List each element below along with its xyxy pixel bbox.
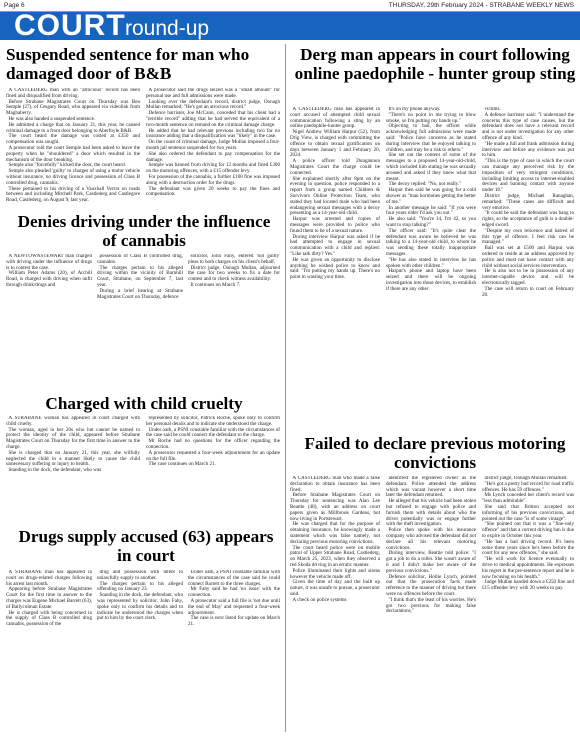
- article-paragraph: Police illuminated their lights and sirens however the vehicle made off.: [290, 567, 380, 580]
- article-paragraph: The charges pertain to his alleged driving within the vicinity of Barnhill Court, Strabane, on September 7, last year.: [97, 264, 183, 288]
- article-denies-col2: [97, 254, 183, 390]
- article-paragraph: He was charged that for the purpose of obtaining insurance, he knowingly made a statement which was false namely, not declaring previous motoring convictions.: [290, 521, 380, 545]
- article-paragraph: "Despite my own reticence and hatred of this type of offence, I feel risk can be managed.": [482, 227, 574, 246]
- article-paragraph: A prosecutor told the court Semple had been asked to leave the property when he "shouldered" a door which resulted in the mechanism of the door breaking.: [6, 144, 140, 163]
- article-paragraph: "She pointed out that it was a "fine-only offence" and that a current driving ban is due to expire in October this year.: [482, 521, 574, 539]
- article-paragraph: Harpur's phone and laptop have been seized and there will be ongoing investigation into those devices, to establish if there are any other: [386, 268, 476, 292]
- article-paragraph: "It could be said the defendant was bang to rights, so the acceptance of guilt is a double-edged sword.: [482, 210, 574, 228]
- article-paragraph: victims.: [484, 107, 501, 112]
- article-paragraph: district judge, Oonagh Mullan remarked.: [484, 476, 568, 481]
- headline-cruelty: Charged with child cruelty: [45, 394, 243, 413]
- article-paragraph: It continues on March 7.: [190, 281, 241, 288]
- article-paragraph: The defendant was given 20 weeks to pay the fines and compensation.: [146, 185, 280, 198]
- article-denies-col3: [188, 254, 280, 390]
- article-paragraph: Ms Lynch conceded her client's record was "less than admirable".: [482, 492, 574, 505]
- article-paragraph: He alleged that his vehicle had been stolen but refused to engage with police and furnish them with details about who the driver potentially was or engage further with the theft investigation.: [386, 498, 476, 528]
- banner-title: COURT: [14, 9, 126, 42]
- article-paragraph: "He will work for licence eventually to drive to medical appointments. He expresses his regret in the pre-sentence report and he is now focusing on his health.": [482, 556, 574, 580]
- article-paragraph: She set out the content of some of the messages to a proposed 14-year-old-child, which included him stating he was sexually aroused and asked if they knew what that meant.: [386, 152, 476, 182]
- article-drugs-col1: [6, 570, 92, 732]
- article-paragraph: Standing in the dock, the defendant, who was represented by solicitor, John Fahy, spoke only to confirm his details and to indicate he understood the charges when put to him by the court clerk.: [97, 592, 183, 622]
- article-paragraph: For possession of the cannabis, a further £100 fine was imposed along with a destruction order for the drugs.: [146, 173, 280, 186]
- article-paragraph: The case will return to court on February 28.: [482, 285, 574, 298]
- article-paragraph: During interview, Beattie told police: "I got a job to do a roller. She wasn't aware of it and I didn't make her aware of the previous convictions.": [386, 550, 476, 574]
- headline-derg: Derg man appears in court following online paedophile - hunter group sting: [294, 45, 576, 83]
- article-paragraph: Mr Fahy said he had 'no issue' with the connection.: [188, 586, 280, 599]
- article-paragraph: Judge Mullan handed down a £250 fine and £15 offender levy with 20 weeks to pay.: [482, 579, 574, 592]
- article-paragraph: Semple was banned from driving for 12 months and fined £300 on the motoring offences, with a £15 offender levy.: [146, 162, 280, 175]
- article-paragraph: Before Strabane Magistrates Court on Thursday was Ben Semple (27), of Cesgary Road, who appeared via videolink from Maghaberry.: [6, 98, 140, 117]
- article-paragraph: Police then spoke with his insurance company who advised the defendant did not declare all his relevant motoring convictions.: [386, 527, 476, 551]
- article-failed-col1: [290, 476, 380, 732]
- article-paragraph: A prosecutor said the drugs seized was a "small amount" for personal use and full admissions were made.: [146, 88, 280, 99]
- article-paragraph: A CASTLEDERG man with an "atrocious" record has been fined and disqualified from driving.: [6, 88, 140, 99]
- article-paragraph: Bail was set at £500 and Harpur was ordered to reside at an address approved by police and must not have contact with any child without social services intervention.: [482, 245, 574, 269]
- article-paragraph: District judge, Oonagh Mullan, adjourned the case for two weeks to fix a date for contest and to check witness availability.: [188, 264, 280, 283]
- article-paragraph: He also said: "You're 14, I'm 42, so you want to stop talking?": [386, 216, 476, 228]
- article-paragraph: A prosecutor requested a four-week adjournment for an update on the full file.: [146, 449, 280, 462]
- headline-denies: Denies driving under the influence of cannabis: [17, 212, 271, 250]
- article-paragraph: represented by solicitor, Patrick Roche, spoke only to confirm her personal details and to indicate she understood the charge.: [146, 416, 280, 427]
- article-paragraph: She is charged that on January 21, this year, she wilfully neglected the child in a manner likely to cause the child unnecessary suffering or injury to health.: [6, 449, 140, 468]
- article-paragraph: She also ordered the defendant to pay compensation for the damage.: [146, 150, 280, 163]
- article-derg-col2: [386, 107, 476, 432]
- article-denies-col1: [6, 254, 92, 390]
- article-paragraph: Looking over the defendant's record, district judge, Oonagh Mullan remarked: "He's got an atrocious record.": [146, 98, 280, 111]
- article-paragraph: The case is next listed for update on March 21.: [188, 615, 280, 628]
- article-paragraph: Semple also pleaded 'guilty' to charges of using a motor vehicle without insurance, no driving licence and possession of Class B controlled drug, cannabis.: [6, 168, 140, 186]
- article-paragraph: He was also handed a suspended sentence.: [8, 115, 96, 122]
- article-paragraph: Semple also "forcefully" kicked the door, the court heard.: [8, 162, 126, 169]
- article-suspended-col1: [6, 88, 140, 210]
- article-paragraph: "He made a full and frank admission during interview and before any evidence was put to him.: [482, 140, 574, 159]
- article-paragraph: A CASTLEDERG man who made a false declaration to obtain insurance has been fined.: [290, 476, 380, 493]
- article-paragraph: He added that he had relevant previous including two for no insurance adding that a disqualification was "likely" in the case.: [146, 127, 280, 140]
- article-paragraph: District judge, Michael Ranaghan, remarked: "These cases are difficult and very emotive.: [482, 192, 574, 211]
- article-paragraph: Given the time of day and the built up nature, it was unsafe to pursue, a prosecutor said.: [290, 579, 380, 597]
- article-paragraph: In another message he said: "If you were four years older I'd ask you out.": [386, 204, 476, 217]
- article-paragraph: He was given an opportunity to disclose anything he wished police to know and said: "I'm putting my hands up. There's no point in wasting your time.: [290, 256, 380, 281]
- article-drugs-col2: [97, 570, 183, 732]
- page-number: Page 6: [4, 2, 25, 9]
- article-paragraph: Before Strabane Magistrates Court on Thursday for sentencing was Alan Lee Beattie (48), with an address on court papers given as Millbrook Gardens, but now living in Portstewart.: [290, 492, 380, 522]
- article-cruelty-col2: [146, 416, 280, 524]
- article-paragraph: The court heard police were on mobile patrol of Upper Strabane Road, Castlederg, on March 25, 2023, when they observed a red Skoda driving in an erratic manner.: [290, 544, 380, 568]
- article-paragraph: He admitted a charge that on January 21, this year, he caused criminal damage to a front door belonging to Aberfoyle B&B.: [6, 121, 140, 134]
- article-paragraph: The officer said: "It's quite clear the defendant was aware he believed he was talking to a 14-year-old child, to whom he was sending these totally inappropriate messages.: [386, 227, 476, 257]
- article-paragraph: It's on my phone anyway.: [388, 107, 441, 112]
- article-paragraph: Harpur was arrested and copies of messages were provided to police who found them to be of a sexual nature.: [290, 216, 380, 234]
- article-paragraph: The court heard the damage was costed at £350 and compensation was sought.: [6, 133, 140, 146]
- column-rule: [285, 432, 286, 732]
- article-paragraph: She explained shortly after 8pm on the evening in question, police responded to a report from a group named Children & Survivors Online Protection Team, who stated they had located male who had been endangering sexual messages with a decoy presenting as a 14-year-old child.: [290, 175, 380, 217]
- article-drugs-col3: [188, 570, 280, 732]
- article-paragraph: Nigel Andrew William Harpur (52), from Drig View, is charged with committing the offence to obtain sexual gratification on days between January 1 and February 20, 2024.: [290, 129, 380, 159]
- article-paragraph: A police officer told Dungannon Magistrates Court the charge could be connected.: [290, 158, 380, 176]
- article-failed-col3: [482, 476, 574, 732]
- article-paragraph: Objecting to bail, the officer while acknowledging full admissions were made said: "Police have concerns as he stated during interview that he enjoyed talking to children, and may be a risk to others.": [386, 123, 476, 153]
- article-paragraph: "He has a bad driving record. It's been some three years since he's been before the court for any new offences," she said.: [482, 538, 574, 557]
- article-failed-col2: [386, 476, 476, 732]
- article-paragraph: Standing in the dock, the defendant, who was: [8, 467, 102, 474]
- article-paragraph: "He's got a pretty bad record for road traffic offences. He has 59 offences.": [482, 480, 574, 493]
- article-derg-col1: [290, 107, 380, 432]
- article-paragraph: Defence solicitor, Hollie Lynch, pointed out that the prosecution facts made reference to the manner of driving but there were no offences before the court.: [386, 573, 476, 597]
- article-paragraph: The woman, aged in her 20s who but cannot be named to protect the identity of the child, appeared before Strabane Magistrates Court on Thursday for the first time in answer to the charge.: [6, 426, 140, 450]
- article-cruelty-col1: [6, 416, 140, 524]
- article-paragraph: He is also not to be in possession of any internet-capable device and will be electronically tagged.: [482, 268, 574, 286]
- article-paragraph: possession of Class B controlled drug, cannabis.: [97, 254, 183, 265]
- article-paragraph: "There's no point in me trying to blow smoke, so I'm putting my hands up.": [386, 111, 476, 124]
- article-paragraph: The decoy replied: "No, not really.": [388, 181, 462, 188]
- article-paragraph: "This is the type of case in which the court can manage any perceived risk by the imposition of very stringent conditions, including limiting access to internet-enabled devices and banning contact with anyone under 18.": [482, 158, 574, 194]
- headline-failed: Failed to declare previous motoring convictions: [304, 434, 566, 472]
- article-paragraph: A CASTLEDERG man has appeared in court accused of attempted child sexual communication following a sting by an online paedophile-hunter group.: [290, 107, 380, 130]
- article-paragraph: These pertained to his driving of a Vauxhall Vectra on roads between and including Mitchell Park, Castlederg and Castlegore Road, Castlederg, on August 9, last year.: [6, 185, 140, 204]
- headline-suspended: Suspended sentence for man who damaged door of B&B: [6, 45, 250, 83]
- article-paragraph: A defence barrister said: "I understand the concerns this type of case causes, but the defendant does not have a relevant record and is not under investigation for any other offence of any kind.: [482, 111, 574, 141]
- article-paragraph: A STRABANE woman has appeared in court charged with child cruelty.: [6, 416, 140, 427]
- article-paragraph: identified the registered owner as the defendant. Police attended the address which was vacant however a short time later the defendant returned.: [386, 476, 476, 499]
- section-banner: [0, 9, 580, 42]
- article-paragraph: He is charged with being concerned in the supply of Class B controlled drug cannabis, possession of the: [6, 609, 92, 628]
- article-paragraph: A prosecutor said a full file is 'not due until the end of May' and requested a four-week adjournment.: [188, 597, 280, 616]
- article-paragraph: Defence barrister, Joe McCann, conceded that his client had a "terrible record" adding that he had served the equivalent of a two-month sentence on remand on the criminal damage charge.: [146, 110, 280, 128]
- banner-subtitle: round-up: [125, 17, 210, 40]
- date-line: THURSDAY, 29th February 2024 - STRABANE WEEKLY NEWS: [388, 2, 574, 9]
- article-paragraph: During a brief hearing at Strabane Magistrates Court on Thursday, defence: [97, 287, 183, 300]
- article-paragraph: William Peter Adams (20), of Archill Road, is charged with driving when unfit through drink/drugs and: [6, 270, 92, 288]
- article-paragraph: A STRABANE man has appeared in court on drugs-related charges following his arrest last month.: [6, 570, 92, 587]
- article-paragraph: "He has also stated in interview he has spoken with other children.": [386, 256, 476, 269]
- article-paragraph: Under oath, a PSNI constable familiar with the circumstances of the case said he could connect Barrett to the three charges.: [188, 570, 280, 587]
- article-paragraph: Appearing before Strabane Magistrates Court for the first time in answer to the charges was Eugene Michael Barrett (63), of Ballycolman Estate.: [6, 586, 92, 610]
- article-paragraph: During interview Harpur was asked if he had attempted to engage in sexual communication with a child and replied: "Like talk dirty? Yes.": [290, 233, 380, 257]
- headline-drugs: Drugs supply accused (63) appears in court: [18, 527, 274, 565]
- article-paragraph: A NEWTOWNSTEWART man charged with driving under the influence of drugs is to contest the case.: [6, 254, 92, 271]
- article-paragraph: On the count of criminal damage, Judge Mullan imposed a four-month jail sentence suspended for two years.: [146, 139, 280, 151]
- article-paragraph: Mr Roche had no questions for the officer regarding the connection.: [146, 438, 280, 450]
- article-suspended-col2: [146, 88, 280, 210]
- article-paragraph: "I think that's the least of his worries. He's got two previous for making false declarations,": [386, 596, 476, 615]
- article-paragraph: Under oath, a PSNI constable familiar with the circumstances of the case said he could connect the defendant to the charge.: [146, 426, 280, 439]
- article-paragraph: The charges pertain to his alleged offending on January 23.: [97, 580, 183, 593]
- article-paragraph: The case continues on March 21.: [148, 461, 216, 468]
- article-derg-col3: [482, 107, 574, 432]
- article-paragraph: solicitor, John Fahy, entered 'not guilty' pleas to both charges on his client's behalf.: [188, 254, 280, 265]
- column-rule: [285, 44, 286, 432]
- article-paragraph: She said that Britton accepted not informing of his previous convictions, and pointed out the case "is of some vintage".: [482, 503, 574, 522]
- article-paragraph: Harpur then said he was going for a cold shower as "man hormones getting the better of me.": [386, 187, 476, 205]
- article-paragraph: A check on police systems: [292, 596, 347, 603]
- article-paragraph: drug and possession with intent to unlawfully supply to another.: [97, 570, 183, 581]
